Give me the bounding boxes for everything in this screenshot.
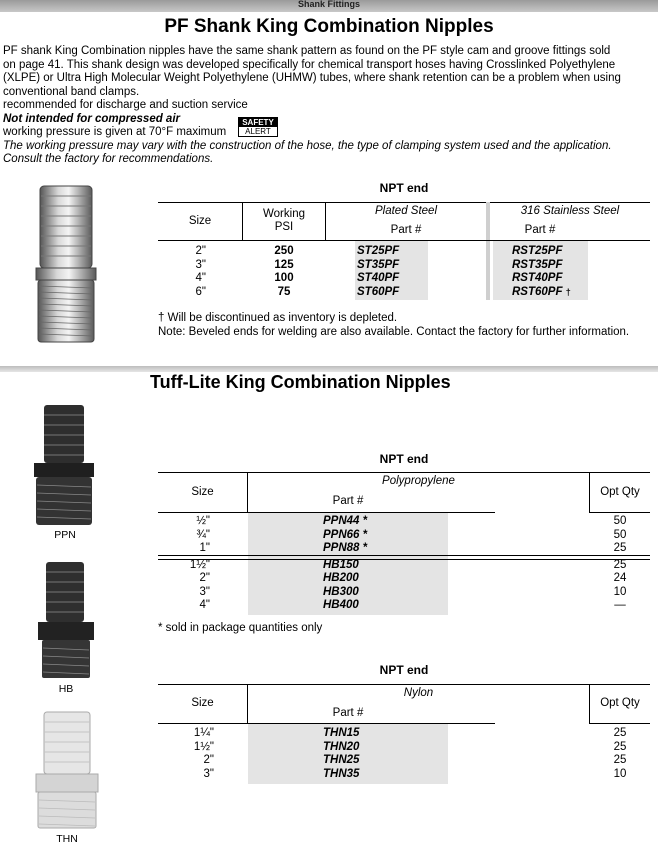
- pf-ss-header: 316 Stainless Steel: [520, 205, 620, 217]
- nylon-size-cell: 2": [203, 754, 214, 766]
- pf-title: PF Shank King Combination Nipples: [164, 16, 494, 37]
- pp-package-note: * sold in package quantities only: [158, 622, 323, 634]
- pf-ss-part: RST25PF: [512, 245, 563, 257]
- thn-image-label: THN: [56, 833, 78, 845]
- pf-ss-column: [512, 245, 571, 299]
- pp-part-cell: PPN44 *: [323, 515, 368, 527]
- ppn-nipple-image: [30, 403, 100, 527]
- pp-part-cell: HB150: [323, 558, 359, 571]
- nylon-size-cell: 3": [203, 767, 214, 780]
- nylon-size-header: Size: [191, 697, 214, 709]
- section-header-label: Shank Fittings: [297, 0, 360, 9]
- tuff-title: Tuff-Lite King Combination Nipples: [150, 372, 451, 392]
- pp-size-cell: ½": [196, 515, 210, 527]
- nylon-part-cell: THN35: [323, 767, 360, 780]
- pf-dagger-mark: †: [565, 286, 571, 297]
- pf-pressure-note: working pressure is given at 70°F maximum: [3, 126, 227, 138]
- pf-vary-line: The working pressure may vary with the construction of the hose, the type of clamping system used and the application.: [3, 139, 612, 152]
- hb-image-label: HB: [58, 683, 74, 695]
- alert-label: ALERT: [245, 127, 271, 136]
- pp-qty-cell: 24: [613, 572, 627, 584]
- pf-size-cell: 3": [195, 258, 206, 271]
- nylon-qty-column: [590, 727, 650, 781]
- nylon-header-rule: [589, 723, 650, 724]
- pp-qty-cell: 50: [613, 528, 627, 541]
- pf-plated-part: ST60PF: [357, 285, 400, 298]
- pf-ss-part: RST35PF: [512, 258, 563, 271]
- nylon-part-cell: THN25: [323, 754, 360, 766]
- pf-psi-cell: 75: [277, 285, 291, 298]
- pf-ss-part: RST40PF: [512, 272, 563, 284]
- pf-discontinued-note: † Will be discontinued as inventory is depleted.: [158, 312, 398, 324]
- nylon-size-cell: 1¼": [193, 727, 214, 739]
- pf-ss-part-header: Part #: [524, 224, 556, 236]
- thn-nipple-image: [32, 710, 102, 830]
- pf-ss-part: RST60PF: [512, 285, 563, 298]
- pf-plated-part: ST35PF: [357, 258, 400, 271]
- pf-desc-line: (XLPE) or Ultra High Molecular Weight Polyethylene (UHMW) tubes, where shank retention can be a problem when using: [3, 72, 621, 84]
- pp-header-rule: [589, 512, 650, 513]
- nylon-qty-cell: 25: [613, 727, 627, 739]
- pf-beveled-note: Note: Beveled ends for welding are also available. Contact the factory for further information.: [158, 325, 630, 338]
- pp-part-header: Part #: [332, 495, 364, 507]
- nylon-qty-cell: 10: [613, 767, 627, 780]
- pf-size-header: Size: [188, 215, 212, 227]
- safety-alert-badge: [238, 117, 278, 137]
- pf-vary-line: Consult the factory for recommendations.: [3, 153, 214, 165]
- pf-psi-cell: 125: [274, 258, 294, 271]
- pf-nipple-image: [30, 184, 102, 344]
- pp-qty-header: Opt Qty: [600, 486, 640, 498]
- pp-size-cell: 1": [199, 542, 210, 554]
- pp-qty-column: [590, 515, 650, 613]
- nylon-qty-cell: 25: [613, 740, 627, 753]
- pp-header-rule: [158, 512, 495, 513]
- nylon-qty-header: Opt Qty: [600, 697, 640, 709]
- pp-qty-cell: 25: [613, 542, 627, 554]
- pf-plated-column: [357, 245, 399, 299]
- pp-qty-cell: 25: [613, 558, 627, 571]
- pp-size-header: Size: [191, 486, 214, 498]
- pp-size-cell: ¾": [196, 528, 210, 541]
- pf-psi-header-line2: PSI: [274, 221, 294, 233]
- pf-plated-part: ST25PF: [357, 245, 400, 257]
- pf-warning: Not intended for compressed air: [3, 112, 181, 125]
- nylon-table-top-rule: [158, 684, 650, 685]
- safety-label: SAFETY: [239, 118, 277, 127]
- hb-nipple-image: [36, 560, 96, 680]
- pf-psi-header-line1: Working: [263, 208, 305, 220]
- pf-size-cell: 4": [195, 272, 206, 284]
- pf-desc-line: conventional band clamps.: [3, 85, 140, 98]
- pp-table-top-rule: [158, 472, 650, 473]
- pp-material-header: Polypropylene: [382, 475, 455, 487]
- pp-part-cell: PPN66 *: [323, 528, 368, 541]
- nylon-size-column: [158, 727, 214, 781]
- pp-npt-end-header: NPT end: [379, 452, 429, 466]
- pp-part-column: [323, 515, 367, 613]
- ppn-image-label: PPN: [54, 529, 76, 541]
- nylon-part-cell: THN20: [323, 740, 360, 753]
- pf-table-top-rule: [158, 202, 650, 203]
- pp-size-cell: 1½": [189, 558, 210, 571]
- pp-part-cell: HB400: [323, 599, 359, 611]
- pf-npt-end-header: NPT end: [379, 181, 429, 195]
- nylon-material-header: Nylon: [403, 687, 434, 699]
- nylon-npt-end-header: NPT end: [379, 663, 429, 677]
- pf-plated-header: Plated Steel: [374, 205, 437, 217]
- pp-size-column: [158, 515, 210, 613]
- pf-header-rule: [158, 240, 650, 241]
- pf-psi-cell: 250: [274, 245, 294, 257]
- pf-part-header: Part #: [390, 224, 422, 236]
- nylon-header-rule: [158, 723, 495, 724]
- pf-size-column: [158, 245, 206, 299]
- pf-desc-line: on page 41. This shank design was developed specifically for chemical transport hoses having Crosslinked Polyethylene: [3, 58, 616, 71]
- nylon-size-cell: 1½": [193, 740, 214, 753]
- section-header-bar: [0, 0, 658, 12]
- pp-group-rule: [158, 555, 650, 560]
- pf-footnotes: [158, 312, 653, 339]
- pf-size-cell: 2": [195, 245, 206, 257]
- pp-size-cell: 3": [199, 585, 210, 598]
- pf-psi-cell: 100: [274, 272, 294, 284]
- pp-size-cell: 4": [199, 599, 210, 611]
- pf-psi-column: [243, 245, 325, 299]
- nylon-part-header: Part #: [332, 707, 364, 719]
- pp-qty-cell: 50: [613, 515, 627, 527]
- pf-desc-line: PF shank King Combination nipples have the same shank pattern as found on the PF style cam and groove fittings sold: [3, 45, 611, 57]
- pf-psi-header: [243, 208, 325, 234]
- pf-description: [3, 45, 655, 167]
- nylon-part-column: [323, 727, 359, 781]
- pp-qty-cell: —: [614, 599, 626, 611]
- pp-part-cell: HB300: [323, 585, 359, 598]
- pf-size-cell: 6": [195, 285, 206, 298]
- pp-part-cell: PPN88 *: [323, 542, 368, 554]
- pp-size-cell: 2": [199, 572, 210, 584]
- pf-plated-part: ST40PF: [357, 272, 400, 284]
- pp-part-cell: HB200: [323, 572, 359, 584]
- pp-qty-cell: 10: [613, 585, 627, 598]
- nylon-qty-cell: 25: [613, 754, 627, 766]
- pf-recommended: recommended for discharge and suction service: [3, 99, 248, 111]
- nylon-part-cell: THN15: [323, 727, 360, 739]
